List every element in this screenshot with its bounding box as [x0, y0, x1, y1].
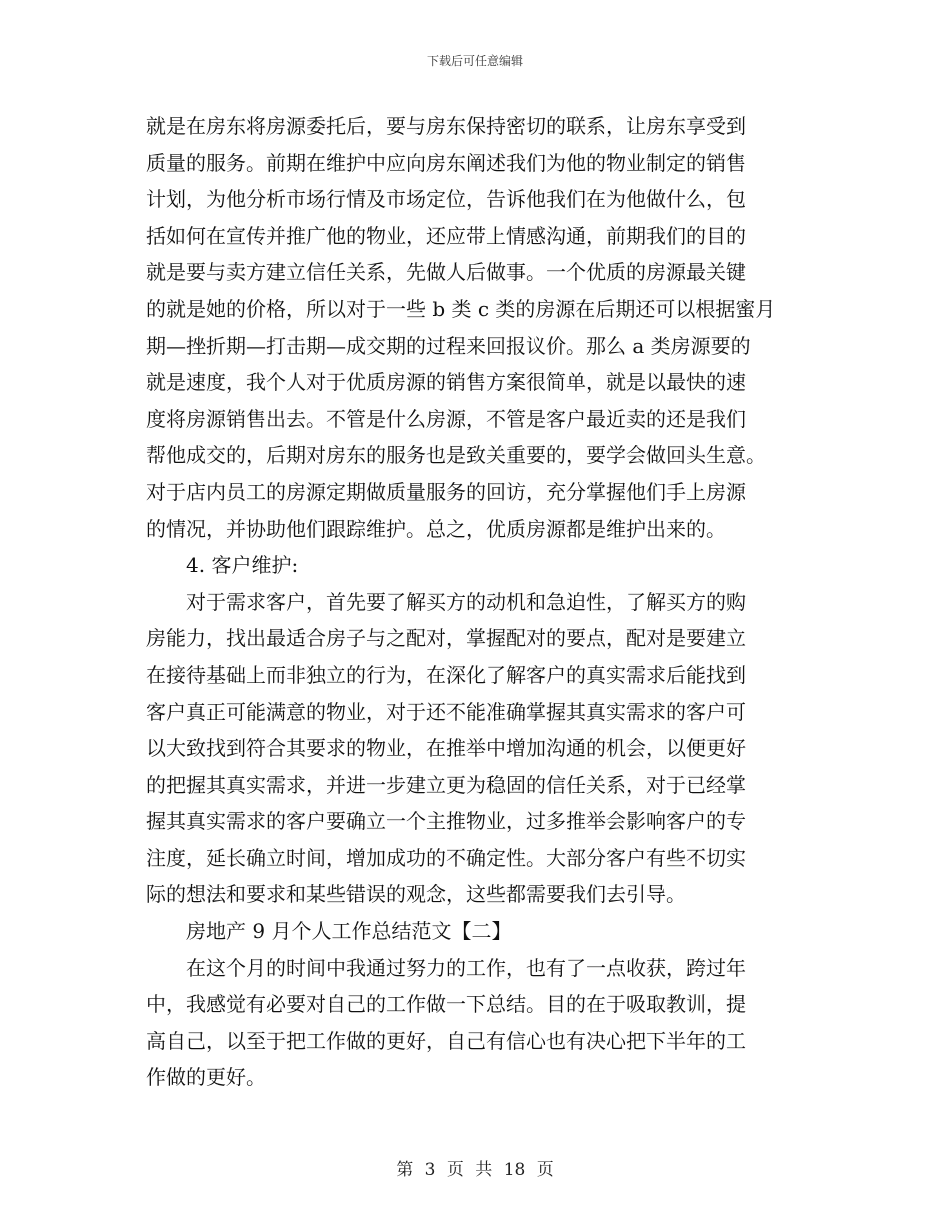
- paragraph-line: 就是速度，我个人对于优质房源的销售方案很简单，就是以最快的速: [146, 370, 746, 395]
- paragraph-line: 质量的服务。前期在维护中应向房东阐述我们为他的物业制定的销售: [146, 150, 746, 175]
- paragraph-line: 对于店内员工的房源定期做质量服务的回访，充分掌握他们手上房源: [146, 479, 746, 504]
- paragraph-line: 房地产 9 月个人工作总结范文【二】: [186, 919, 512, 944]
- paragraph-line: 期—挫折期—打击期—成交期的过程来回报议价。那么 a 类房源要的: [146, 333, 751, 358]
- paragraph-line: 中，我感觉有必要对自己的工作做一下总结。目的在于吸取教训，提: [146, 992, 746, 1017]
- page-number-footer: 第 3 页 共 18 页: [396, 1160, 554, 1180]
- paragraph-line: 的把握其真实需求，并进一步建立更为稳固的信任关系，对于已经掌: [146, 772, 746, 797]
- paragraph-line: 作做的更好。: [146, 1065, 266, 1090]
- paragraph-line: 4. 客户维护:: [186, 553, 299, 578]
- paragraph-line: 房能力，找出最适合房子与之配对，掌握配对的要点，配对是要建立: [146, 626, 746, 651]
- paragraph-line: 对于需求客户，首先要了解买方的动机和急迫性，了解买方的购: [186, 589, 746, 614]
- paragraph-line: 际的想法和要求和某些错误的观念，这些都需要我们去引导。: [146, 882, 686, 907]
- paragraph-line: 在这个月的时间中我通过努力的工作，也有了一点收获，跨过年: [186, 955, 746, 980]
- paragraph-line: 度将房源销售出去。不管是什么房源，不管是客户最近卖的还是我们: [146, 406, 746, 431]
- paragraph-line: 在接待基础上而非独立的行为，在深化了解客户的真实需求后能找到: [146, 662, 746, 687]
- paragraph-line: 就是要与卖方建立信任关系，先做人后做事。一个优质的房源最关键: [146, 260, 746, 285]
- paragraph-line: 以大致找到符合其要求的物业，在推举中增加沟通的机会，以便更好: [146, 736, 746, 761]
- paragraph-line: 握其真实需求的客户要确立一个主推物业，过多推举会影响客户的专: [146, 809, 746, 834]
- page-header-note: 下载后可任意编辑: [426, 54, 523, 68]
- paragraph-line: 客户真正可能满意的物业，对于还不能准确掌握其真实需求的客户可: [146, 699, 746, 724]
- paragraph-line: 就是在房东将房源委托后，要与房东保持密切的联系，让房东享受到: [146, 114, 746, 138]
- paragraph-line: 括如何在宣传并推广他的物业，还应带上情感沟通，前期我们的目的: [146, 223, 746, 248]
- paragraph-line: 的就是她的价格，所以对于一些 b 类 c 类的房源在后期还可以根据蜜月: [146, 296, 776, 321]
- paragraph-line: 的情况，并协助他们跟踪维护。总之，优质房源都是维护出来的。: [146, 516, 726, 541]
- paragraph-line: 计划，为他分析市场行情及市场定位，告诉他我们在为他做什么，包: [146, 187, 746, 212]
- paragraph-line: 注度，延长确立时间，增加成功的不确定性。大部分客户有些不切实: [146, 845, 746, 870]
- paragraph-line: 高自己，以至于把工作做的更好，自己有信心也有决心把下半年的工: [146, 1028, 746, 1053]
- paragraph-line: 帮他成交的，后期对房东的服务也是致关重要的，要学会做回头生意。: [146, 443, 766, 468]
- document-body: [146, 108, 818, 1096]
